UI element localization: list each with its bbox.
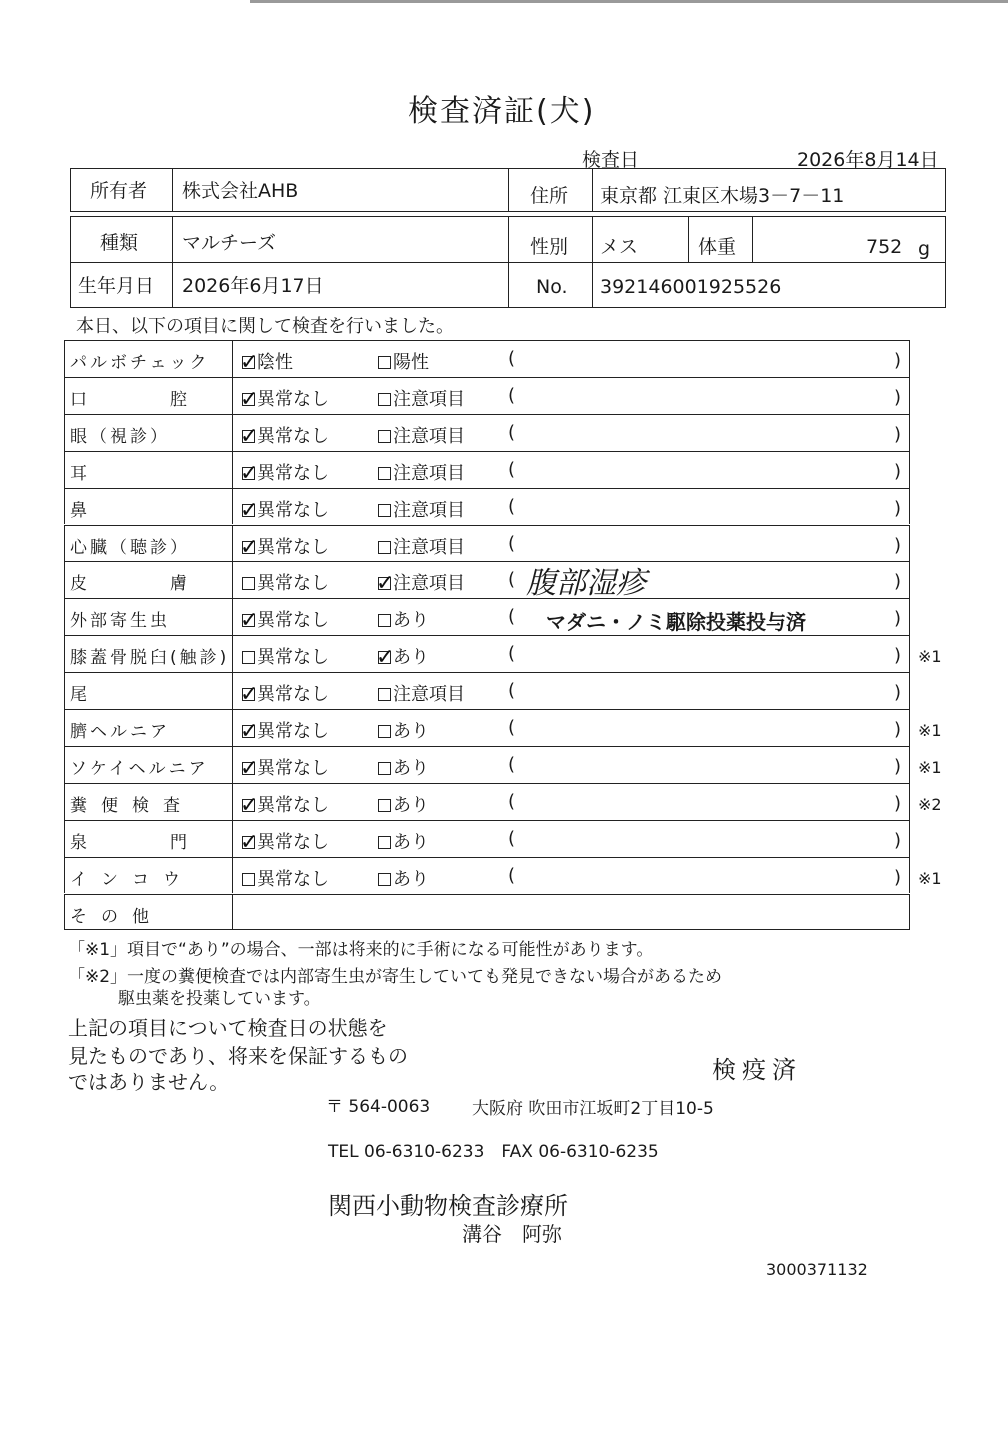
checkbox-icon[interactable]	[378, 467, 391, 480]
checkmark-icon: ✓	[240, 350, 259, 375]
address-value: 東京都 江東区木場3－7－11	[600, 185, 845, 207]
statement-line-3: ではありません。	[68, 1070, 230, 1094]
checkbox-icon[interactable]	[378, 762, 391, 775]
address-label: 住所	[530, 185, 569, 207]
option-1[interactable]	[242, 643, 329, 669]
option-1-label: 異常なし	[257, 684, 329, 706]
comment-close-paren: )	[894, 755, 902, 777]
serial-number: 3000371132	[766, 1260, 868, 1279]
sex-label: 性別	[530, 236, 569, 258]
checkmark-icon: ✓	[240, 792, 259, 818]
row-footnote-mark: ※2	[918, 794, 942, 814]
comment-close-paren: )	[894, 829, 902, 851]
row-divider	[232, 783, 233, 820]
birth-label: 生年月日	[78, 275, 155, 297]
option-1-label: 異常なし	[257, 757, 329, 779]
comment-close-paren: )	[894, 571, 902, 593]
checkmark-icon: ✓	[240, 386, 259, 412]
row-label: 臍ヘルニア	[70, 722, 170, 742]
birth-value: 2026年6月17日	[182, 275, 324, 297]
option-2[interactable]	[378, 348, 429, 374]
checkbox-icon[interactable]	[378, 799, 391, 812]
option-2[interactable]	[378, 606, 429, 632]
row-label: その他	[70, 906, 163, 927]
option-1-label: 異常なし	[257, 794, 329, 816]
checkbox-icon[interactable]	[240, 460, 259, 486]
checkmark-icon: ✓	[240, 829, 259, 855]
row-divider	[232, 672, 233, 709]
comment-open-paren: (	[508, 495, 516, 517]
option-1[interactable]	[242, 717, 329, 743]
checkmark-icon: ✓	[376, 645, 395, 671]
checkbox-icon[interactable]	[376, 645, 395, 671]
row-label: 尾	[70, 685, 101, 706]
row-label: 口 腔	[70, 389, 190, 410]
option-1[interactable]	[242, 533, 329, 559]
comment-close-paren: )	[894, 645, 902, 667]
comment-close-paren: )	[894, 866, 902, 888]
checkbox-icon[interactable]	[240, 792, 259, 818]
row-footnote-mark: ※1	[918, 868, 942, 888]
comment-open-paren: (	[508, 680, 516, 702]
row-label: 糞便検査	[70, 795, 194, 816]
checkbox-icon[interactable]	[378, 873, 391, 886]
checkmark-icon: ✓	[240, 534, 259, 560]
clinic-postal: 〒 564-0063	[326, 1097, 431, 1117]
option-2-label: あり	[393, 831, 429, 853]
option-1-label: 異常なし	[257, 499, 329, 521]
option-1[interactable]	[242, 348, 293, 374]
footnote-2: 「※2」一度の糞便検査では内部寄生虫が寄生していても発見できない場合があるため	[68, 967, 723, 987]
handwritten-skin-note: 腹部湿疹	[526, 566, 646, 601]
comment-close-paren: )	[894, 534, 902, 556]
comment-open-paren: (	[508, 384, 516, 406]
option-1[interactable]	[242, 385, 329, 411]
option-2-label: 注意項目	[393, 536, 465, 558]
parasite-treatment-note: マダニ・ノミ駆除投薬投与済	[546, 610, 806, 634]
checkmark-icon: ✓	[240, 423, 259, 449]
option-2[interactable]	[378, 459, 465, 485]
checkbox-icon[interactable]	[242, 651, 255, 664]
row-divider	[232, 340, 233, 377]
row-label: 膝蓋骨脱臼(触診)	[70, 648, 230, 669]
checkmark-icon: ✓	[240, 497, 259, 523]
row-label: ソケイヘルニア	[70, 758, 209, 779]
row-label: 外部寄生虫	[70, 611, 170, 632]
row-label: 眼（視診）	[70, 426, 170, 447]
option-2[interactable]	[378, 422, 465, 448]
comment-open-paren: (	[508, 643, 516, 665]
no-value: 392146001925526	[600, 276, 782, 298]
checkbox-icon[interactable]	[378, 614, 391, 627]
comment-open-paren: (	[508, 532, 516, 554]
clinic-doctor: 溝谷 阿弥	[462, 1222, 562, 1246]
option-2-label: 注意項目	[393, 684, 465, 706]
checkmark-icon: ✓	[376, 571, 395, 597]
comment-close-paren: )	[894, 460, 902, 482]
checkbox-icon[interactable]	[240, 350, 259, 375]
checkbox-icon[interactable]	[240, 497, 259, 523]
option-2-label: 注意項目	[393, 425, 465, 447]
checkbox-icon[interactable]	[240, 682, 259, 708]
option-1[interactable]	[242, 828, 329, 854]
scan-edge-line	[250, 0, 1008, 3]
row-divider	[232, 377, 233, 414]
option-1-label: 異常なし	[257, 573, 329, 595]
option-2[interactable]	[378, 828, 429, 854]
row-divider	[232, 709, 233, 746]
option-2[interactable]	[378, 717, 429, 743]
checkbox-icon[interactable]	[242, 577, 255, 590]
row-label: 皮 膚	[70, 574, 190, 595]
comment-open-paren: (	[508, 864, 516, 886]
row-divider	[232, 488, 233, 525]
option-1[interactable]	[242, 680, 329, 706]
row-label: インコウ	[70, 869, 194, 890]
checkbox-icon[interactable]	[240, 386, 259, 412]
option-2[interactable]	[378, 643, 429, 669]
row-footnote-mark: ※1	[918, 721, 942, 740]
option-2[interactable]	[378, 569, 465, 595]
comment-open-paren: (	[508, 569, 516, 591]
clinic-phone-fax: TEL 06-6310-6233 FAX 06-6310-6235	[328, 1142, 659, 1162]
statement-line-1: 上記の項目について検査日の状態を	[68, 1016, 388, 1040]
comment-open-paren: (	[508, 458, 516, 480]
weight-value: 752	[866, 236, 903, 258]
document-title: 検査済証(犬)	[408, 94, 596, 129]
row-divider	[232, 820, 233, 857]
comment-close-paren: )	[894, 682, 902, 704]
checkbox-icon[interactable]	[378, 504, 391, 517]
checkbox-icon[interactable]	[240, 829, 259, 855]
option-2-label: あり	[393, 610, 429, 632]
option-1[interactable]	[242, 865, 329, 891]
footnote-2-cont: 駆虫薬を投薬しています。	[118, 989, 321, 1009]
row-footnote-mark: ※1	[918, 757, 942, 777]
comment-close-paren: )	[894, 350, 902, 371]
row-divider	[232, 525, 233, 562]
comment-open-paren: (	[508, 606, 516, 628]
option-1-label: 異常なし	[257, 831, 329, 853]
comment-open-paren: (	[508, 348, 516, 369]
row-footnote-mark: ※1	[918, 647, 942, 667]
checkbox-icon[interactable]	[240, 423, 259, 449]
option-2-label: あり	[393, 794, 429, 816]
checkbox-icon[interactable]	[378, 836, 391, 849]
option-2[interactable]	[378, 533, 465, 559]
row-label: 鼻	[70, 500, 101, 521]
checkbox-icon[interactable]	[378, 688, 391, 701]
checkbox-icon[interactable]	[378, 393, 391, 406]
checkbox-icon[interactable]	[378, 430, 391, 443]
row-label: 心臓（聴診）	[70, 537, 190, 558]
option-2-label: 陽性	[393, 352, 429, 373]
checkbox-icon[interactable]	[378, 725, 391, 738]
checkmark-icon: ✓	[240, 682, 259, 708]
option-1[interactable]	[242, 791, 329, 817]
option-2-label: 注意項目	[393, 388, 465, 410]
comment-close-paren: )	[894, 423, 902, 445]
intro-text: 本日、以下の項目に関して検査を行いました。	[76, 316, 454, 337]
row-divider	[232, 414, 233, 451]
checkmark-icon: ✓	[240, 719, 259, 744]
option-2[interactable]	[378, 865, 429, 891]
comment-close-paren: )	[894, 719, 902, 740]
option-1[interactable]	[242, 422, 329, 448]
comment-open-paren: (	[508, 827, 516, 849]
row-divider	[232, 894, 233, 931]
option-1[interactable]	[242, 606, 329, 632]
option-1-label: 異常なし	[257, 462, 329, 484]
checkbox-icon[interactable]	[240, 755, 259, 781]
option-2-label: あり	[393, 757, 429, 779]
row-divider	[232, 746, 233, 783]
option-2[interactable]	[378, 385, 465, 411]
row-divider	[232, 561, 233, 598]
exam-date: 2026年8月14日	[797, 149, 939, 171]
option-1[interactable]	[242, 496, 329, 522]
checkbox-icon[interactable]	[242, 873, 255, 886]
option-2-label: あり	[393, 647, 429, 669]
comment-close-paren: )	[894, 608, 902, 630]
checkmark-icon: ✓	[240, 460, 259, 486]
footnote-1: 「※1」項目で“あり”の場合、一部は将来的に手術になる可能性があります。	[68, 940, 654, 960]
row-label: 耳	[70, 463, 101, 484]
comment-close-paren: )	[894, 497, 902, 519]
row-divider	[232, 598, 233, 635]
checkbox-icon[interactable]	[240, 608, 259, 634]
option-2[interactable]	[378, 496, 465, 522]
checkbox-icon[interactable]	[240, 719, 259, 744]
checkbox-icon[interactable]	[378, 541, 391, 554]
weight-unit: g	[918, 238, 931, 260]
breed-label: 種類	[100, 232, 139, 254]
option-1[interactable]	[242, 754, 329, 780]
option-2-label: あり	[393, 868, 429, 890]
no-label: No.	[536, 276, 568, 298]
option-2[interactable]	[378, 754, 429, 780]
statement-line-2: 見たものであり、将来を保証するもの	[68, 1044, 408, 1068]
quarantine-stamp: 検疫済	[712, 1056, 802, 1084]
checkmark-icon: ✓	[240, 755, 259, 781]
sex-value: メス	[600, 236, 639, 258]
row-divider	[232, 857, 233, 894]
option-2-label: 注意項目	[393, 462, 465, 484]
option-1-label: 異常なし	[257, 536, 329, 558]
option-1-label: 異常なし	[257, 647, 329, 669]
option-2[interactable]	[378, 791, 429, 817]
owner-label: 所有者	[90, 180, 148, 202]
row-divider	[232, 635, 233, 672]
checkmark-icon: ✓	[240, 608, 259, 634]
option-1-label: 異常なし	[257, 388, 329, 410]
option-1-label: 異常なし	[257, 721, 329, 742]
exam-date-label: 検査日	[582, 149, 640, 171]
row-label: 泉 門	[70, 832, 190, 853]
option-2[interactable]	[378, 680, 465, 706]
weight-label: 体重	[698, 236, 737, 258]
option-1[interactable]	[242, 569, 329, 595]
option-1-label: 陰性	[257, 352, 293, 373]
comment-close-paren: )	[894, 386, 902, 408]
checkbox-icon[interactable]	[376, 571, 395, 597]
owner-value: 株式会社AHB	[182, 180, 299, 202]
clinic-name: 関西小動物検査診療所	[328, 1192, 568, 1220]
comment-open-paren: (	[508, 421, 516, 443]
option-1-label: 異常なし	[257, 425, 329, 447]
clinic-address: 大阪府 吹田市江坂町2丁目10-5	[472, 1099, 714, 1119]
checkbox-icon[interactable]	[240, 534, 259, 560]
option-2-label: 注意項目	[393, 573, 465, 595]
option-2-label: あり	[393, 721, 429, 742]
row-label: パルボチェック	[70, 353, 210, 373]
row-divider	[232, 451, 233, 488]
option-1-label: 異常なし	[257, 868, 329, 890]
breed-value: マルチーズ	[182, 232, 277, 254]
option-1-label: 異常なし	[257, 610, 329, 632]
comment-open-paren: (	[508, 790, 516, 812]
checkbox-icon[interactable]	[378, 356, 391, 369]
option-1[interactable]	[242, 459, 329, 485]
comment-open-paren: (	[508, 717, 516, 738]
comment-open-paren: (	[508, 753, 516, 775]
option-2-label: 注意項目	[393, 499, 465, 521]
comment-close-paren: )	[894, 792, 902, 814]
